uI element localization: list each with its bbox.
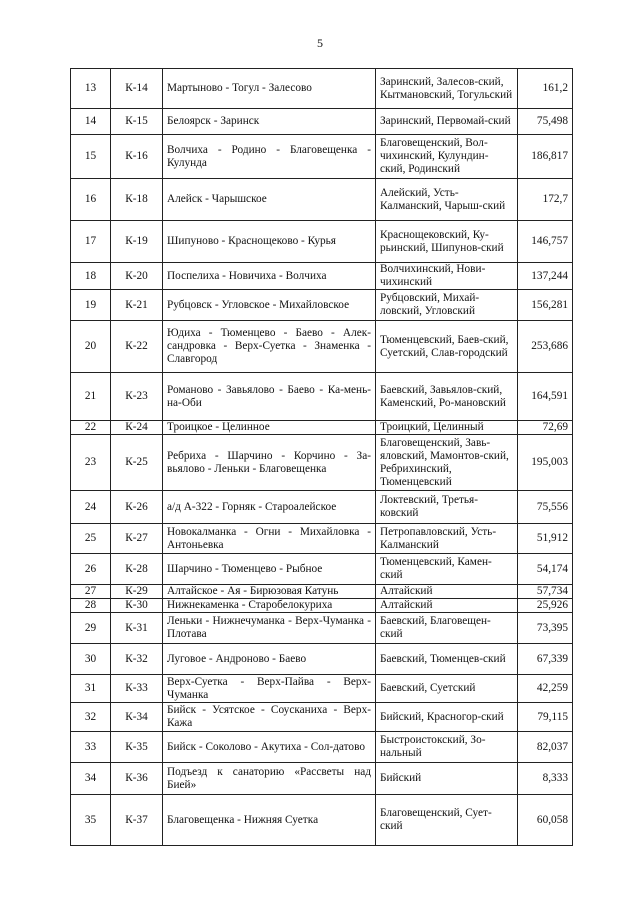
- road-districts: Бийский: [376, 763, 518, 795]
- table-row: [71, 491, 573, 524]
- road-route: Нижнекаменка - Старобелокуриха: [163, 599, 376, 613]
- road-route: а/д А-322 - Горняк - Староалейское: [163, 491, 376, 524]
- row-number: 31: [71, 675, 111, 703]
- road-code: К-28: [111, 554, 163, 585]
- table-row: [71, 69, 573, 109]
- road-length: 172,7: [518, 179, 573, 221]
- row-number: 16: [71, 179, 111, 221]
- table-row: [71, 599, 573, 613]
- road-length: 57,734: [518, 585, 573, 599]
- table-row: [71, 613, 573, 644]
- road-length: 146,757: [518, 221, 573, 263]
- road-code: К-20: [111, 263, 163, 290]
- road-route: Леньки - Нижнечуманка - Верх-Чуманка - Плотава: [163, 613, 376, 644]
- table-row: [71, 675, 573, 703]
- row-number: 14: [71, 109, 111, 135]
- table-row: [71, 795, 573, 846]
- row-number: 21: [71, 373, 111, 421]
- row-number: 18: [71, 263, 111, 290]
- road-code: К-22: [111, 321, 163, 373]
- road-districts: Заринский, Залесов-ский, Кытмановский, Тогульский: [376, 69, 518, 109]
- table-row: [71, 321, 573, 373]
- row-number: 30: [71, 644, 111, 675]
- road-route: Подъезд к санаторию «Рассветы над Бией»: [163, 763, 376, 795]
- road-districts: Баевский, Благовещен-ский: [376, 613, 518, 644]
- road-route: Мартыново - Тогул - Залесово: [163, 69, 376, 109]
- road-length: 67,339: [518, 644, 573, 675]
- road-route: Волчиха - Родино - Благовещенка - Кулунда: [163, 135, 376, 179]
- road-route: Троицкое - Целинное: [163, 421, 376, 435]
- road-route: Шарчино - Тюменцево - Рыбное: [163, 554, 376, 585]
- roads-table: [70, 68, 573, 846]
- road-code: К-15: [111, 109, 163, 135]
- road-districts: Баевский, Тюменцев-ский: [376, 644, 518, 675]
- row-number: 22: [71, 421, 111, 435]
- row-number: 17: [71, 221, 111, 263]
- page-number: 5: [317, 36, 323, 50]
- road-code: К-25: [111, 435, 163, 491]
- road-districts: Волчихинский, Нови-чихинский: [376, 263, 518, 290]
- row-number: 15: [71, 135, 111, 179]
- row-number: 19: [71, 290, 111, 321]
- road-code: К-29: [111, 585, 163, 599]
- road-length: 42,259: [518, 675, 573, 703]
- road-route: Алтайское - Ая - Бирюзовая Катунь: [163, 585, 376, 599]
- table-row: [71, 703, 573, 732]
- row-number: 34: [71, 763, 111, 795]
- table-row: [71, 179, 573, 221]
- road-code: К-23: [111, 373, 163, 421]
- table-row: [71, 585, 573, 599]
- road-route: Романово - Завьялово - Баево - Ка-мень-на-Оби: [163, 373, 376, 421]
- row-number: 24: [71, 491, 111, 524]
- road-code: К-19: [111, 221, 163, 263]
- road-length: 79,115: [518, 703, 573, 732]
- road-districts: Локтевский, Третья-ковский: [376, 491, 518, 524]
- road-length: 51,912: [518, 524, 573, 554]
- road-districts: Алтайский: [376, 599, 518, 613]
- road-districts: Алтайский: [376, 585, 518, 599]
- road-length: 54,174: [518, 554, 573, 585]
- road-length: 73,395: [518, 613, 573, 644]
- table-row: [71, 763, 573, 795]
- table-row: [71, 644, 573, 675]
- road-length: 75,498: [518, 109, 573, 135]
- table-row: [71, 732, 573, 763]
- road-districts: Рубцовский, Михай-ловский, Угловский: [376, 290, 518, 321]
- row-number: 23: [71, 435, 111, 491]
- road-length: 82,037: [518, 732, 573, 763]
- road-districts: Краснощековский, Ку-рьинский, Шипунов-ский: [376, 221, 518, 263]
- road-districts: Бийский, Красногор-ский: [376, 703, 518, 732]
- road-length: 8,333: [518, 763, 573, 795]
- road-code: К-27: [111, 524, 163, 554]
- row-number: 13: [71, 69, 111, 109]
- road-route: Бийск - Усятское - Соусканиха - Верх-Кажа: [163, 703, 376, 732]
- road-route: Новокалманка - Огни - Михайловка - Антоньевка: [163, 524, 376, 554]
- road-districts: Тюменцевский, Камен-ский: [376, 554, 518, 585]
- row-number: 27: [71, 585, 111, 599]
- road-length: 60,058: [518, 795, 573, 846]
- road-length: 72,69: [518, 421, 573, 435]
- road-route: Алейск - Чарышское: [163, 179, 376, 221]
- row-number: 20: [71, 321, 111, 373]
- road-length: 161,2: [518, 69, 573, 109]
- road-code: К-35: [111, 732, 163, 763]
- table-row: [71, 135, 573, 179]
- road-districts: Баевский, Суетский: [376, 675, 518, 703]
- road-code: К-24: [111, 421, 163, 435]
- road-districts: Троицкий, Целинный: [376, 421, 518, 435]
- row-number: 35: [71, 795, 111, 846]
- road-districts: Заринский, Первомай-ский: [376, 109, 518, 135]
- road-code: К-30: [111, 599, 163, 613]
- road-districts: Быстроистокский, Зо-нальный: [376, 732, 518, 763]
- road-route: Поспелиха - Новичиха - Волчиха: [163, 263, 376, 290]
- road-length: 253,686: [518, 321, 573, 373]
- road-districts: Алейский, Усть-Калманский, Чарыш-ский: [376, 179, 518, 221]
- road-length: 164,591: [518, 373, 573, 421]
- road-code: К-14: [111, 69, 163, 109]
- road-code: К-32: [111, 644, 163, 675]
- road-length: 186,817: [518, 135, 573, 179]
- road-length: 25,926: [518, 599, 573, 613]
- row-number: 28: [71, 599, 111, 613]
- road-districts: Тюменцевский, Баев-ский, Суетский, Слав-городский: [376, 321, 518, 373]
- road-length: 156,281: [518, 290, 573, 321]
- table-row: [71, 290, 573, 321]
- row-number: 26: [71, 554, 111, 585]
- row-number: 33: [71, 732, 111, 763]
- table-row: [71, 524, 573, 554]
- road-code: К-36: [111, 763, 163, 795]
- road-code: К-33: [111, 675, 163, 703]
- table-row: [71, 221, 573, 263]
- road-route: Ребриха - Шарчино - Корчино - За-вьялово - Леньки - Благовещенка: [163, 435, 376, 491]
- road-code: К-21: [111, 290, 163, 321]
- road-route: Луговое - Андроново - Баево: [163, 644, 376, 675]
- road-length: 195,003: [518, 435, 573, 491]
- road-code: К-37: [111, 795, 163, 846]
- table-row: [71, 435, 573, 491]
- road-code: К-26: [111, 491, 163, 524]
- road-route: Рубцовск - Угловское - Михайловское: [163, 290, 376, 321]
- road-districts: Благовещенский, Сует-ский: [376, 795, 518, 846]
- row-number: 32: [71, 703, 111, 732]
- table-row: [71, 554, 573, 585]
- row-number: 29: [71, 613, 111, 644]
- roads-table-body: [71, 69, 573, 846]
- table-row: [71, 109, 573, 135]
- road-route: Благовещенка - Нижняя Суетка: [163, 795, 376, 846]
- row-number: 25: [71, 524, 111, 554]
- road-districts: Благовещенский, Завь-яловский, Мамонтов-ский, Ребрихинский, Тюменцевский: [376, 435, 518, 491]
- road-districts: Петропавловский, Усть-Калманский: [376, 524, 518, 554]
- road-route: Белоярск - Заринск: [163, 109, 376, 135]
- road-code: К-34: [111, 703, 163, 732]
- road-code: К-16: [111, 135, 163, 179]
- table-row: [71, 263, 573, 290]
- road-districts: Благовещенский, Вол-чихинский, Кулундин-ский, Родинский: [376, 135, 518, 179]
- road-code: К-18: [111, 179, 163, 221]
- road-route: Бийск - Соколово - Акутиха - Сол-датово: [163, 732, 376, 763]
- road-districts: Баевский, Завьялов-ский, Каменский, Ро-мановский: [376, 373, 518, 421]
- road-code: К-31: [111, 613, 163, 644]
- road-route: Верх-Суетка - Верх-Пайва - Верх-Чуманка: [163, 675, 376, 703]
- road-length: 137,244: [518, 263, 573, 290]
- road-route: Юдиха - Тюменцево - Баево - Алек-сандровка - Верх-Суетка - Знаменка - Славгород: [163, 321, 376, 373]
- road-route: Шипуново - Краснощеково - Курья: [163, 221, 376, 263]
- table-row: [71, 373, 573, 421]
- road-length: 75,556: [518, 491, 573, 524]
- table-row: [71, 421, 573, 435]
